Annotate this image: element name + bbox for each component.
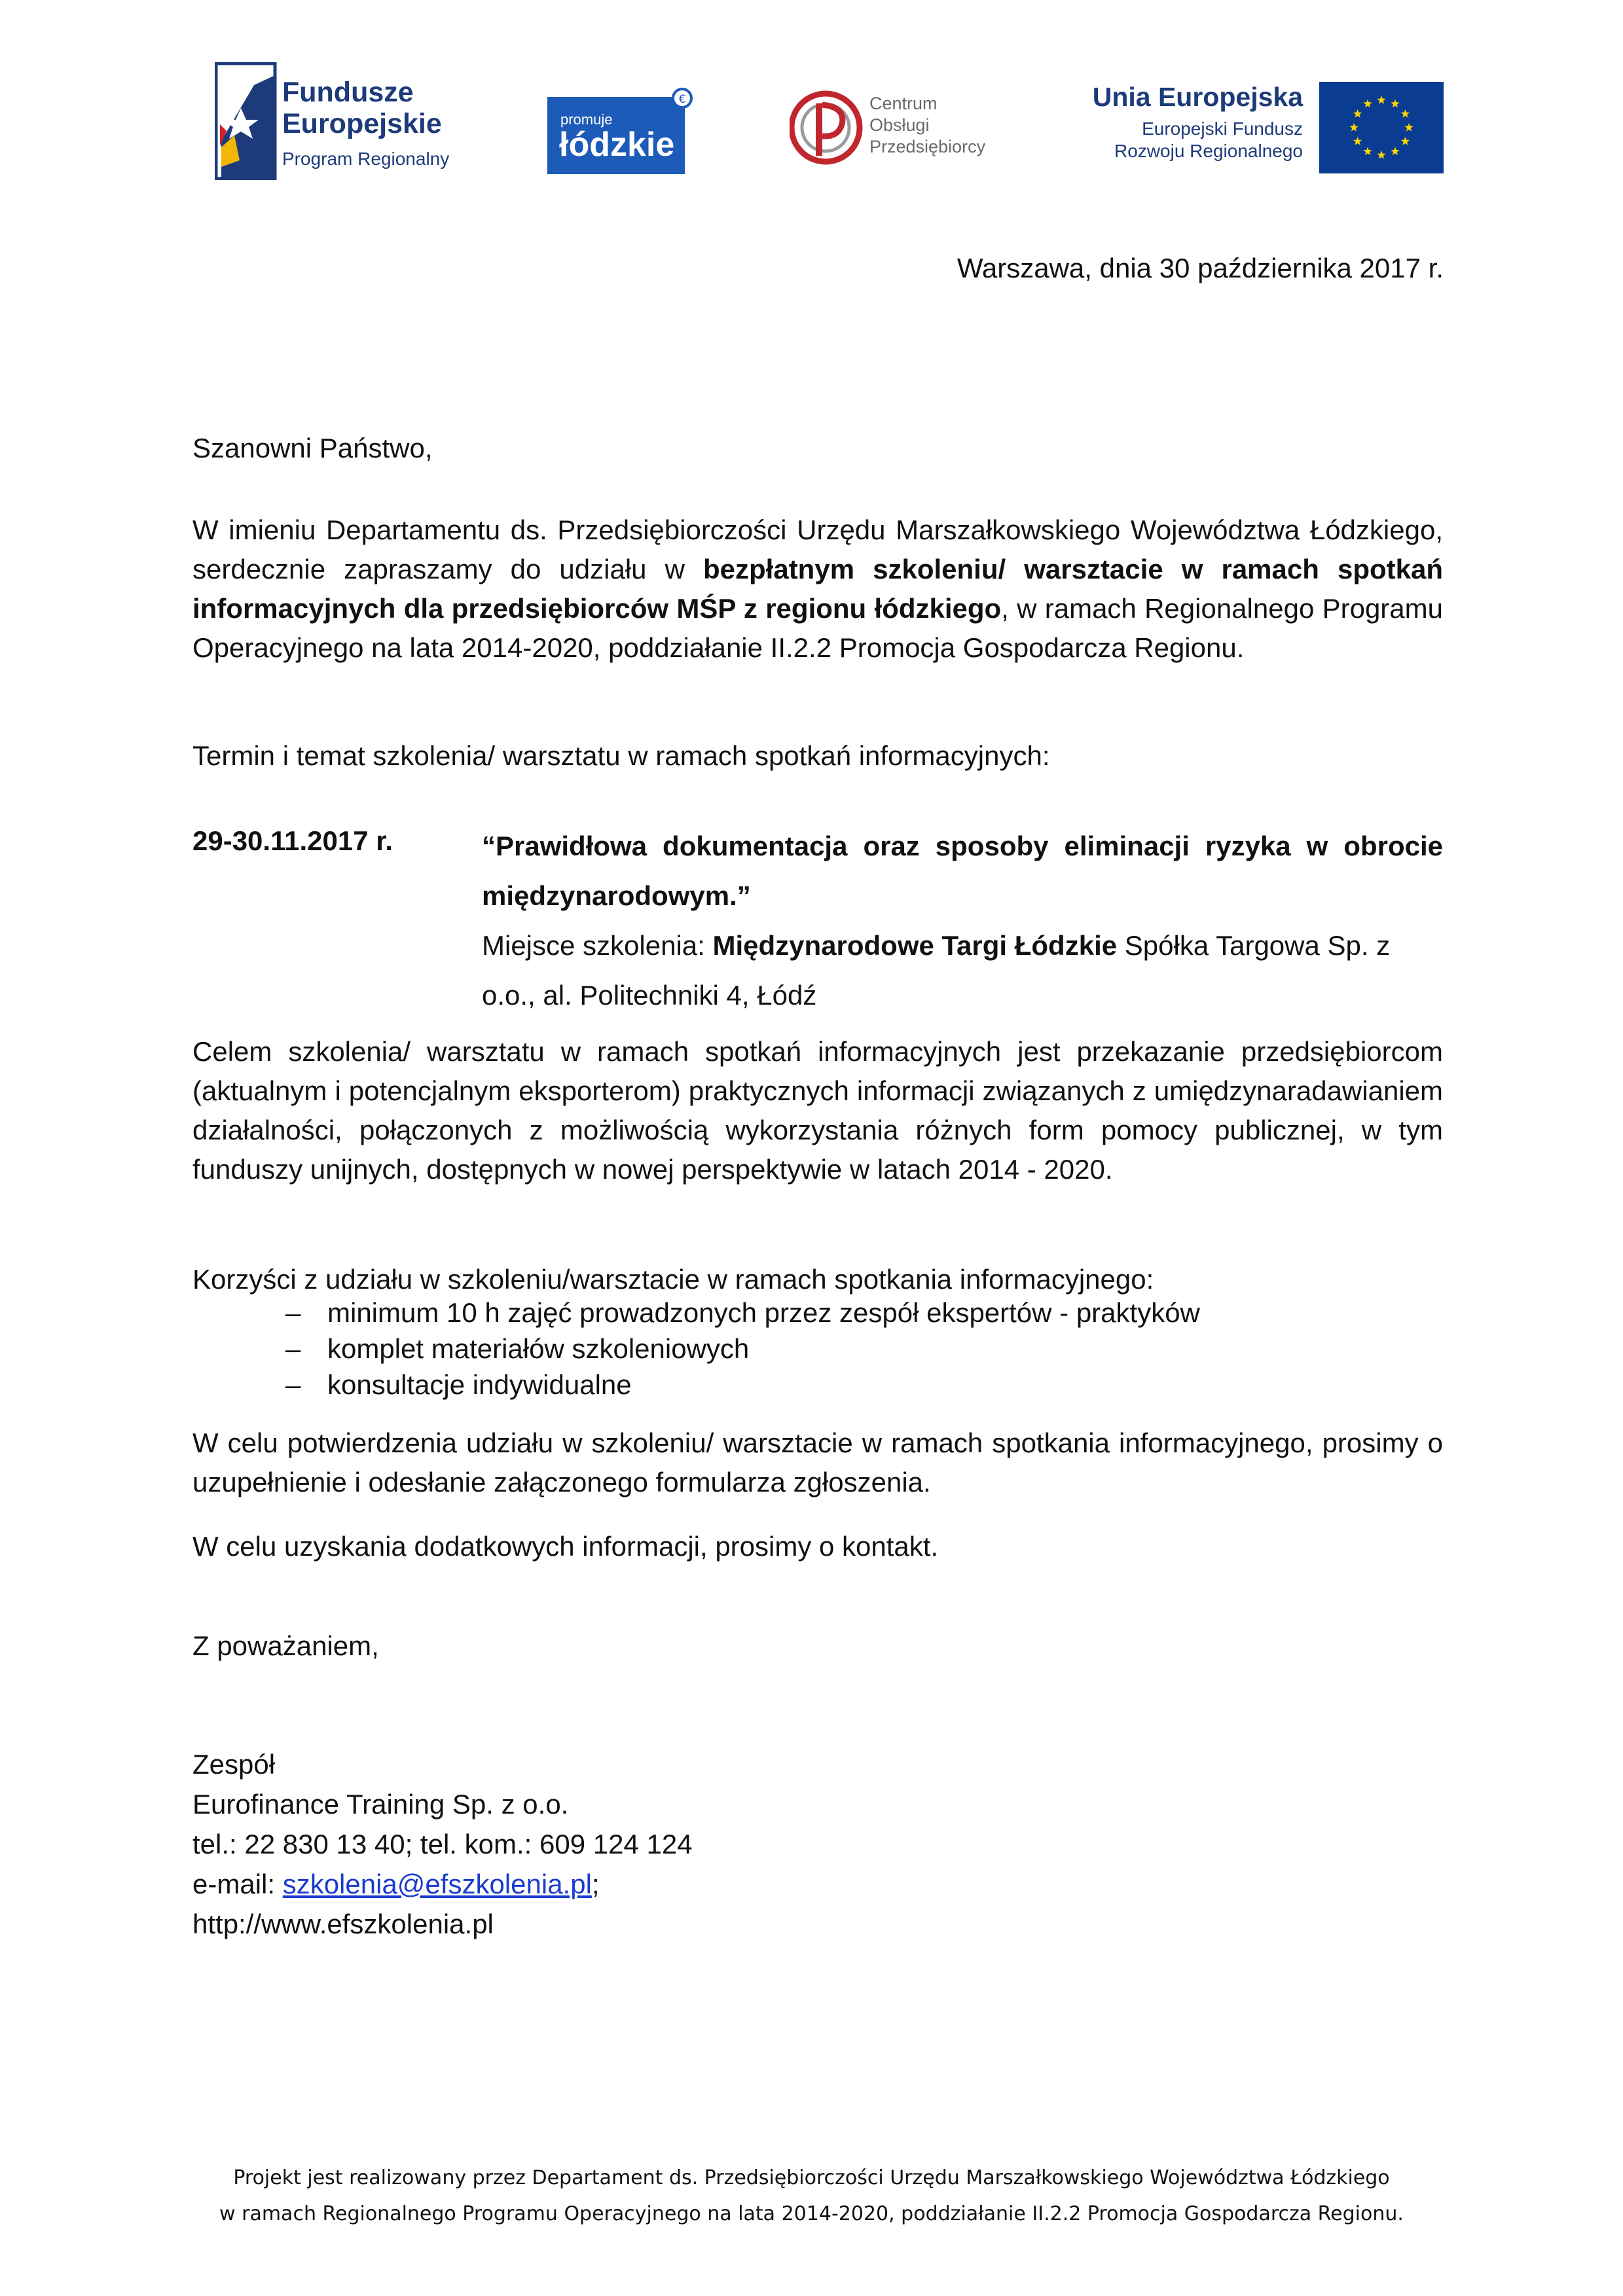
cop-line3: Przedsiębiorcy: [869, 137, 986, 156]
signature-team: Zespół: [192, 1749, 276, 1780]
fe-line2: Europejskie: [282, 108, 442, 139]
bullet-dash: –: [285, 1297, 301, 1328]
salutation: Szanowni Państwo,: [192, 433, 433, 463]
cop-text: [869, 93, 985, 158]
footer-line1: Projekt jest realizowany przez Departament ds. Przedsiębiorczości Urzędu Marszałkowskiego Województwa Łódzkiego: [233, 2166, 1390, 2189]
goal-paragraph: Celem szkolenia/ warsztatu w ramach spotkań informacyjnych jest przekazanie przedsiębiorcom (aktualnym i potencjalnym eksporterom) praktycznych informacji związanych z umiędzynaradawianiem działalności, połączonych z możliwością wykorzystania różnych form pomocy publicznej, w tym funduszy unijnych, dostępnych w nowej perspektywie w latach 2014 - 2020.: [192, 1036, 1443, 1185]
event-place-label: Miejsce szkolenia:: [482, 930, 713, 961]
signature-company: Eurofinance Training Sp. z o.o.: [192, 1789, 569, 1820]
closing-regards: Z poważaniem,: [192, 1630, 379, 1661]
promuje-lodzkie-logo: [547, 84, 694, 175]
lodzkie-small: promuje: [560, 111, 613, 128]
svg-text:€: €: [678, 93, 686, 106]
cop-line2: Obsługi: [869, 115, 930, 135]
p1-text-c: , w ramach Regionalnego Programu Operacyjnego na lata 2014-2020, poddziałanie II.2.2 Promocja Gospodarcza Regionu.: [192, 593, 1443, 663]
centrum-obslugi-przedsiebiorcy-logo: [790, 85, 999, 170]
footer-line2: w ramach Regionalnego Programu Operacyjnego na lata 2014-2020, poddziałanie II.2.2 Promocja Gospodarcza Regionu.: [219, 2202, 1404, 2225]
benefit-text: konsultacje indywidualne: [327, 1369, 632, 1400]
unia-europejska-logo: [1077, 82, 1444, 177]
event-place-rest: Spółka Targowa Sp. z o.o., al. Politechniki 4, Łódź: [482, 930, 1391, 1011]
signature-email: [192, 1864, 693, 1904]
eu-flag-icon: [1319, 82, 1444, 173]
event-title: “Prawidłowa dokumentacja oraz sposoby eliminacji ryzyka w obrocie międzynarodowym.”: [482, 831, 1443, 911]
signature-block: [192, 1744, 693, 1944]
lodzkie-main: łódzkie: [559, 126, 675, 164]
list-item: [285, 1331, 1200, 1367]
fe-subtitle: Program Regionalny: [282, 149, 450, 169]
fundusze-europejskie-logo: [215, 62, 477, 187]
event-details: [482, 821, 1443, 1020]
header-logos: [0, 0, 1623, 196]
cop-line1: Centrum: [869, 94, 938, 113]
benefit-text: minimum 10 h zajęć prowadzonych przez zespół ekspertów - praktyków: [327, 1297, 1200, 1328]
p1-text-a: W imieniu Departamentu ds. Przedsiębiorczości Urzędu Marszałkowskiego Województwa Łódzkiego, serdecznie zapraszamy do udziału w: [192, 514, 1443, 584]
benefits-list: [285, 1295, 1200, 1403]
list-item: [285, 1295, 1200, 1331]
event-place: [482, 921, 1443, 1020]
bullet-dash: –: [285, 1333, 301, 1364]
ue-sub1: Europejski Fundusz: [1142, 118, 1303, 139]
email-suffix: ;: [591, 1869, 600, 1899]
cop-emblem: [790, 85, 865, 170]
contact-line: W celu uzyskania dodatkowych informacji, prosimy o kontakt.: [192, 1531, 939, 1562]
ue-title: Unia Europejska: [1092, 82, 1303, 112]
event-place-name: Międzynarodowe Targi Łódzkie: [712, 930, 1118, 961]
fe-line1: Fundusze: [282, 77, 414, 108]
benefits-intro: Korzyści z udziału w szkoleniu/warsztacie w ramach spotkania informacyjnego:: [192, 1264, 1154, 1295]
fe-title: [282, 77, 442, 139]
event-date: 29-30.11.2017 r.: [192, 825, 393, 856]
ue-subtitle: [1077, 118, 1303, 162]
signature-phone: tel.: 22 830 13 40; tel. kom.: 609 124 124: [192, 1829, 693, 1859]
p1-bold: bezpłatnym szkoleniu/ warsztacie w ramach spotkań informacyjnych dla przedsiębiorców MŚP z regionu łódzkiego: [192, 554, 1443, 624]
benefit-text: komplet materiałów szkoleniowych: [327, 1333, 750, 1364]
invitation-paragraph: [192, 511, 1443, 668]
email-label: e-mail:: [192, 1869, 283, 1899]
ue-sub2: Rozwoju Regionalnego: [1114, 141, 1303, 161]
letter-date: Warszawa, dnia 30 października 2017 r.: [957, 253, 1444, 283]
signature-website: http://www.efszkolenia.pl: [192, 1909, 494, 1939]
fe-stars-emblem: [215, 62, 277, 180]
list-item: [285, 1367, 1200, 1403]
termin-intro: Termin i temat szkolenia/ warsztatu w ramach spotkań informacyjnych:: [192, 740, 1050, 771]
bullet-dash: –: [285, 1369, 301, 1400]
confirmation-paragraph: W celu potwierdzenia udziału w szkoleniu/ warsztacie w ramach spotkania informacyjnego, prosimy o uzupełnienie i odesłanie załączonego formularza zgłoszenia.: [192, 1427, 1443, 1498]
page-footer: [0, 2160, 1623, 2232]
email-link[interactable]: szkolenia@efszkolenia.pl: [282, 1869, 592, 1899]
